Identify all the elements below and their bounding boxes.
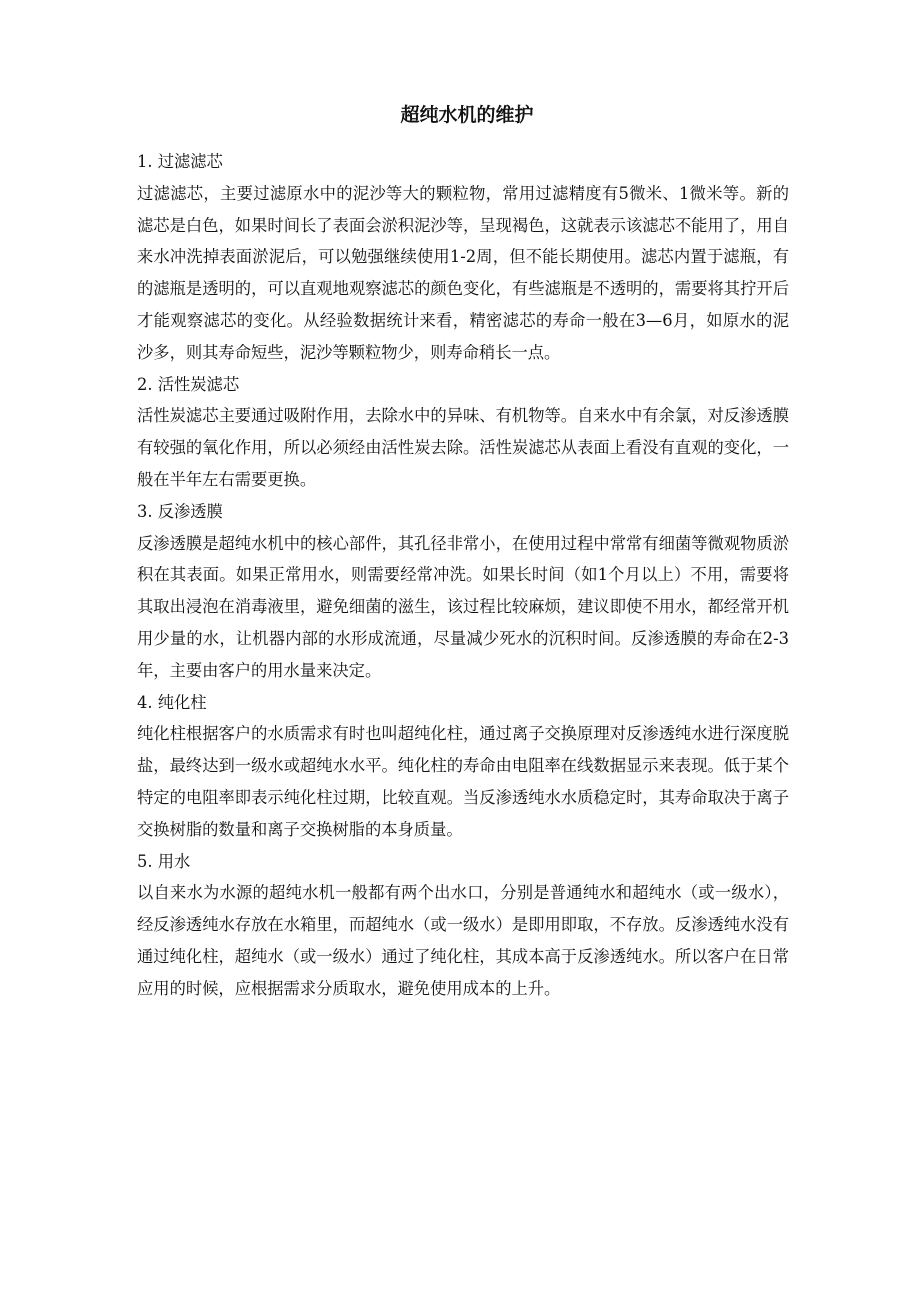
- section-body-carbon: 活性炭滤芯主要通过吸附作用，去除水中的异味、有机物等。自来水中有余氯，对反渗透膜有较强的氧化作用，所以必须经由活性炭去除。活性炭滤芯从表面上看没有直观的变化，一般在半年左右需要更换。: [137, 406, 789, 489]
- document-title: 超纯水机的维护: [400, 104, 534, 126]
- section-heading-water-use: 5. 用水: [137, 851, 191, 871]
- section-body-water-use: 以自来水为水源的超纯水机一般都有两个出水口，分别是普通纯水和超纯水（或一级水），经反渗透纯水存放在水箱里，而超纯水（或一级水）是即用即取，不存放。反渗透纯水没有通过纯化柱，超纯水（或一级水）通过了纯化柱，其成本高于反渗透纯水。所以客户在日常应用的时候，应根据需求分质取水，避免使用成本的上升。: [137, 883, 789, 998]
- section-heading-purification-column: 4. 纯化柱: [137, 692, 207, 712]
- section-body-purification-column: 纯化柱根据客户的水质需求有时也叫超纯化柱，通过离子交换原理对反渗透纯水进行深度脱盐，最终达到一级水或超纯水水平。纯化柱的寿命由电阻率在线数据显示来表现。低于某个特定的电阻率即表示纯化柱过期，比较直观。当反渗透纯水水质稳定时，其寿命取决于离子交换树脂的数量和离子交换树脂的本身质量。: [137, 724, 789, 839]
- document-page: [137, 100, 789, 1005]
- section-heading-filter: 1. 过滤滤芯: [137, 152, 223, 171]
- section-heading-ro-membrane: 3. 反渗透膜: [137, 501, 223, 521]
- section-heading-carbon: 2. 活性炭滤芯: [137, 374, 240, 394]
- section-body-filter: 过滤滤芯，主要过滤原水中的泥沙等大的颗粒物，常用过滤精度有5微米、1微米等。新的滤芯是白色，如果时间长了表面会淤积泥沙等，呈现褐色，这就表示该滤芯不能用了，用自来水冲洗掉表面淤泥后，可以勉强继续使用1-2周，但不能长期使用。滤芯内置于滤瓶，有的滤瓶是透明的，可以直观地观察滤芯的颜色变化，有些滤瓶是不透明的，需要将其拧开后才能观察滤芯的变化。从经验数据统计来看，精密滤芯的寿命一般在3—6月，如原水的泥沙多，则其寿命短些，泥沙等颗粒物少，则寿命稍长一点。: [137, 183, 789, 362]
- section-body-ro-membrane: 反渗透膜是超纯水机中的核心部件，其孔径非常小，在使用过程中常常有细菌等微观物质淤积在其表面。如果正常用水，则需要经常冲洗。如果长时间（如1个月以上）不用，需要将其取出浸泡在消毒液里，避免细菌的滋生，该过程比较麻烦，建议即使不用水，都经常开机用少量的水，让机器内部的水形成流通，尽量减少死水的沉积时间。反渗透膜的寿命在2-3年，主要由客户的用水量来决定。: [137, 533, 789, 680]
